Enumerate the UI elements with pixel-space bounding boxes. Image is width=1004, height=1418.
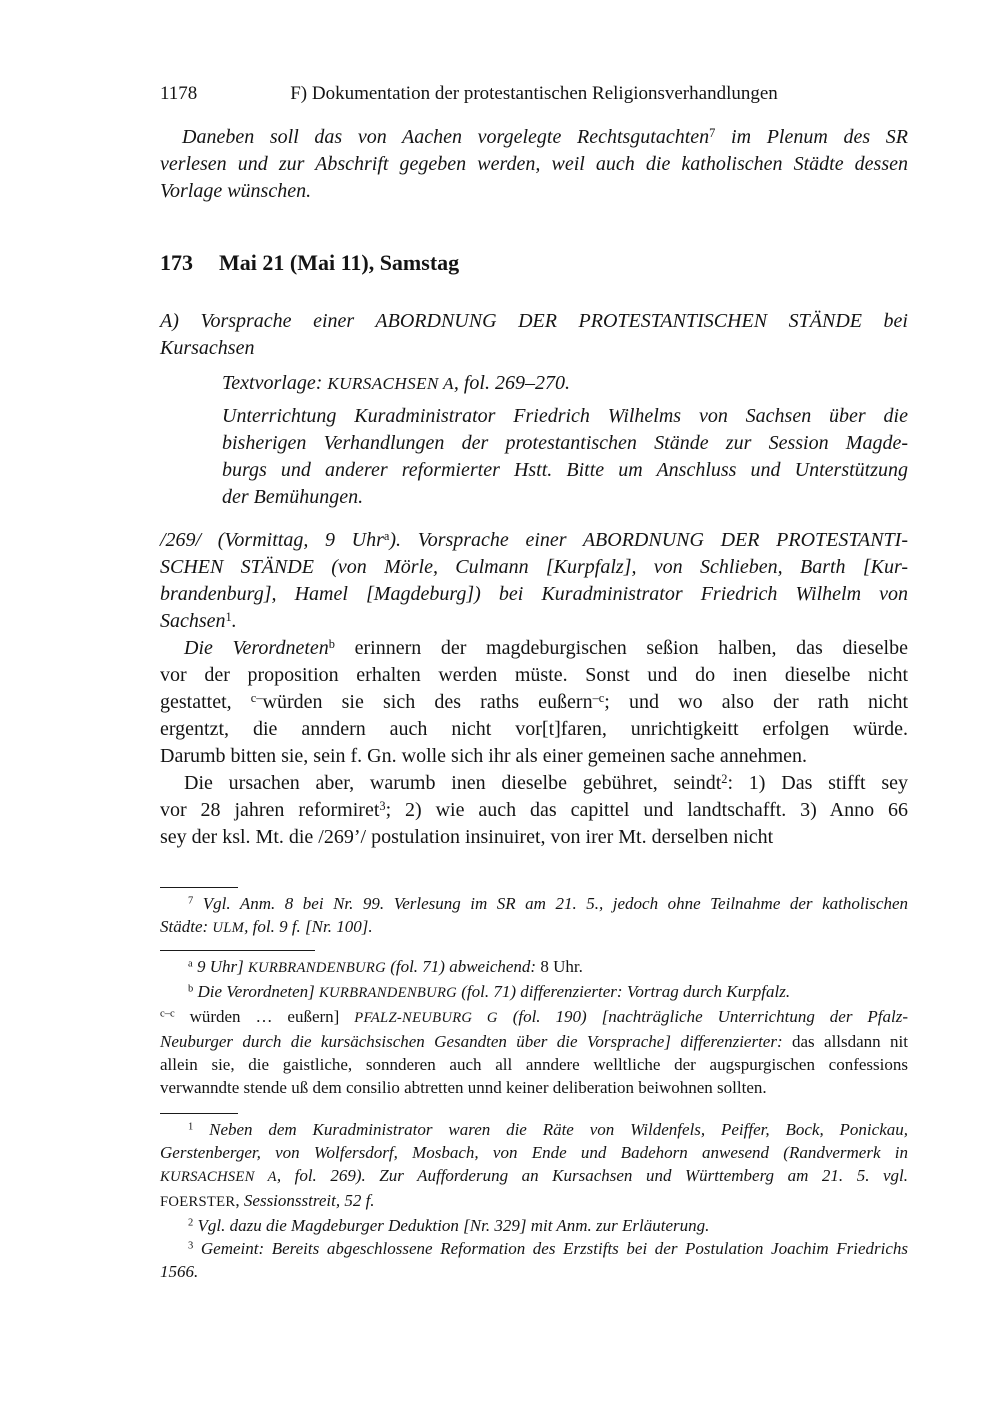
- text-line: $^2$ Vgl. dazu die Magdeburger Deduktion [Nr. 329] mit Anm. zur Erläuterung.: [188, 1216, 710, 1235]
- text-line: Sachsen$^1$.: [160, 609, 237, 632]
- section-a-heading: [160, 308, 908, 362]
- text-line: Kursachsen: [160, 337, 255, 359]
- intro-paragraph: [160, 124, 908, 205]
- text-line: SCHEN STÄNDE (von Mörle, Culmann [Kurpfalz], von Schlieben, Barth [Kur-: [160, 556, 908, 578]
- footnote-1: [160, 1118, 908, 1214]
- text-line: Daneben soll das von Aachen vorgelegte Rechtsgutachten$^7$ im Plenum des SR: [182, 125, 908, 148]
- text-line: brandenburg], Hamel [Magdeburg]) bei Kuradministrator Friedrich Wilhelm von: [160, 583, 908, 605]
- body-paragraph-verordnete: [160, 635, 908, 770]
- text-line: vor der proposition erhalten werden müste. Sonst und do inen dieselbe nicht: [160, 664, 908, 686]
- numbered-footnote-separator-rule: [160, 1113, 238, 1114]
- footnote-3: [160, 1237, 908, 1283]
- text-line: A) Vorsprache einer ABORDNUNG DER PROTESTANTISCHEN STÄNDE bei: [160, 310, 908, 332]
- text-line: 1566.: [160, 1262, 199, 1281]
- text-line: verlesen und zur Abschrift gegeben werden, weil auch die katholischen Städte dessen: [160, 153, 908, 175]
- footnote-area: [160, 887, 908, 1283]
- text-line: verwanndte stende uß dem consilio abtretten unnd keiner deliberation beiwohnen sollten.: [160, 1078, 767, 1097]
- regest-paragraph: [222, 403, 908, 511]
- text-line: /269/ (Vormittag, 9 Uhr$^a$). Vorsprache einer ABORDNUNG DER PROTESTANTI-: [160, 528, 908, 551]
- text-line: $^1$ Neben dem Kuradministrator waren die Räte von Wildenfels, Peiffer, Bock, Ponickau,: [188, 1120, 908, 1139]
- text-line: $^3$ Gemeint: Bereits abgeschlossene Reformation des Erzstifts bei der Postulation Joachim Friedrichs: [188, 1239, 908, 1258]
- apparatus-note-a: [160, 955, 908, 980]
- text-line: Die ursachen aber, warumb inen dieselbe gebühret, seindt$^2$: 1) Das stifft sey: [184, 771, 908, 794]
- text-line: Gerstenberger, von Wolfersdorf, Mosbach, von Ende und Badehorn anwesend (Randvermerk in: [160, 1143, 908, 1162]
- entry-number: 173: [160, 250, 193, 275]
- text-line: burgs und anderer reformierter Hstt. Bitte um Anschluss und Unterstützung: [222, 459, 908, 481]
- footnote-separator-rule: [160, 887, 238, 888]
- text-line: der Bemühungen.: [222, 486, 364, 508]
- running-title: F) Dokumentation der protestantischen Religionsverhandlungen: [290, 83, 778, 104]
- entry-date: Mai 21 (Mai 11), Samstag: [219, 250, 460, 275]
- entry-heading: [160, 251, 908, 275]
- text-line: $^b$ Die Verordneten] KURBRANDENBURG (fol. 71) differenzierter: Vortrag durch Kurpfalz.: [188, 982, 791, 1001]
- text-line: sey der ksl. Mt. die /269’/ postulation insinuiret, von irer Mt. derselben nicht: [160, 826, 774, 848]
- text-line: ergentzt, die anndern auch nicht vor[t]faren, unrichtigkeitt erfolgen würde.: [160, 718, 908, 740]
- text-line: vor 28 jahren reformiret$^3$; 2) wie auch das capittel und landtschafft. 3) Anno 66: [160, 798, 908, 821]
- apparatus-note-b: [160, 980, 908, 1005]
- text-line: gestattet, $^{c-}$würden sie sich des raths eußern$^{-c}$; und wo also der rath nicht: [160, 690, 909, 713]
- textvorlage-line: [222, 370, 908, 397]
- text-line: $^7$ Vgl. Anm. 8 bei Nr. 99. Verlesung im SR am 21. 5., jedoch ohne Teilnahme der katholischen: [188, 894, 908, 913]
- text-line: bisherigen Verhandlungen der protestantischen Stände zur Session Magde-: [222, 432, 908, 454]
- text-line: Die Verordneten$^b$ erinnern der magdeburgischen seßion halben, das dieselbe: [184, 636, 908, 659]
- text-line: $^{c-c}$ würden … eußern] PFALZ-NEUBURG G (fol. 190) [nachträgliche Unterrichtung der Pfalz-: [160, 1007, 908, 1026]
- text-line: Vorlage wünschen.: [160, 180, 312, 202]
- text-line: Textvorlage: KURSACHSEN A, fol. 269–270.: [222, 372, 570, 394]
- text-line: Städte: ULM, fol. 9 f. [Nr. 100].: [160, 917, 373, 936]
- apparatus-note-c: [160, 1005, 908, 1099]
- text-line: $^a$ 9 Uhr] KURBRANDENBURG (fol. 71) abweichend: 8 Uhr.: [188, 957, 583, 976]
- page-number: 1178: [160, 83, 198, 104]
- text-line: KURSACHSEN A, fol. 269). Zur Aufforderung an Kursachsen und Württemberg am 21. 5. vgl.: [160, 1166, 908, 1185]
- apparatus-separator-rule: [160, 950, 315, 951]
- text-line: Darumb bitten sie, sein f. Gn. wolle sich ihr als einer gemeinen sache annehmen.: [160, 745, 808, 767]
- body-paragraph-ursachen: [160, 770, 908, 851]
- footnote-2: [160, 1214, 908, 1237]
- footnote-7: [160, 892, 908, 940]
- body-paragraph-269: [160, 527, 908, 635]
- running-head: [160, 0, 908, 104]
- text-line: FOERSTER, Sessionsstreit, 52 f.: [160, 1191, 375, 1210]
- text-line: Neuburger durch die kursächsischen Gesandten über die Vorsprache] differenzierter: das allsdann nit: [160, 1032, 908, 1051]
- text-column: [160, 0, 908, 1283]
- text-line: Unterrichtung Kuradministrator Friedrich Wilhelms von Sachsen über die: [222, 405, 908, 427]
- text-line: allein sie, die gaistliche, sonnderen auch all anndere welltliche der augspurgischen confessions: [160, 1055, 908, 1074]
